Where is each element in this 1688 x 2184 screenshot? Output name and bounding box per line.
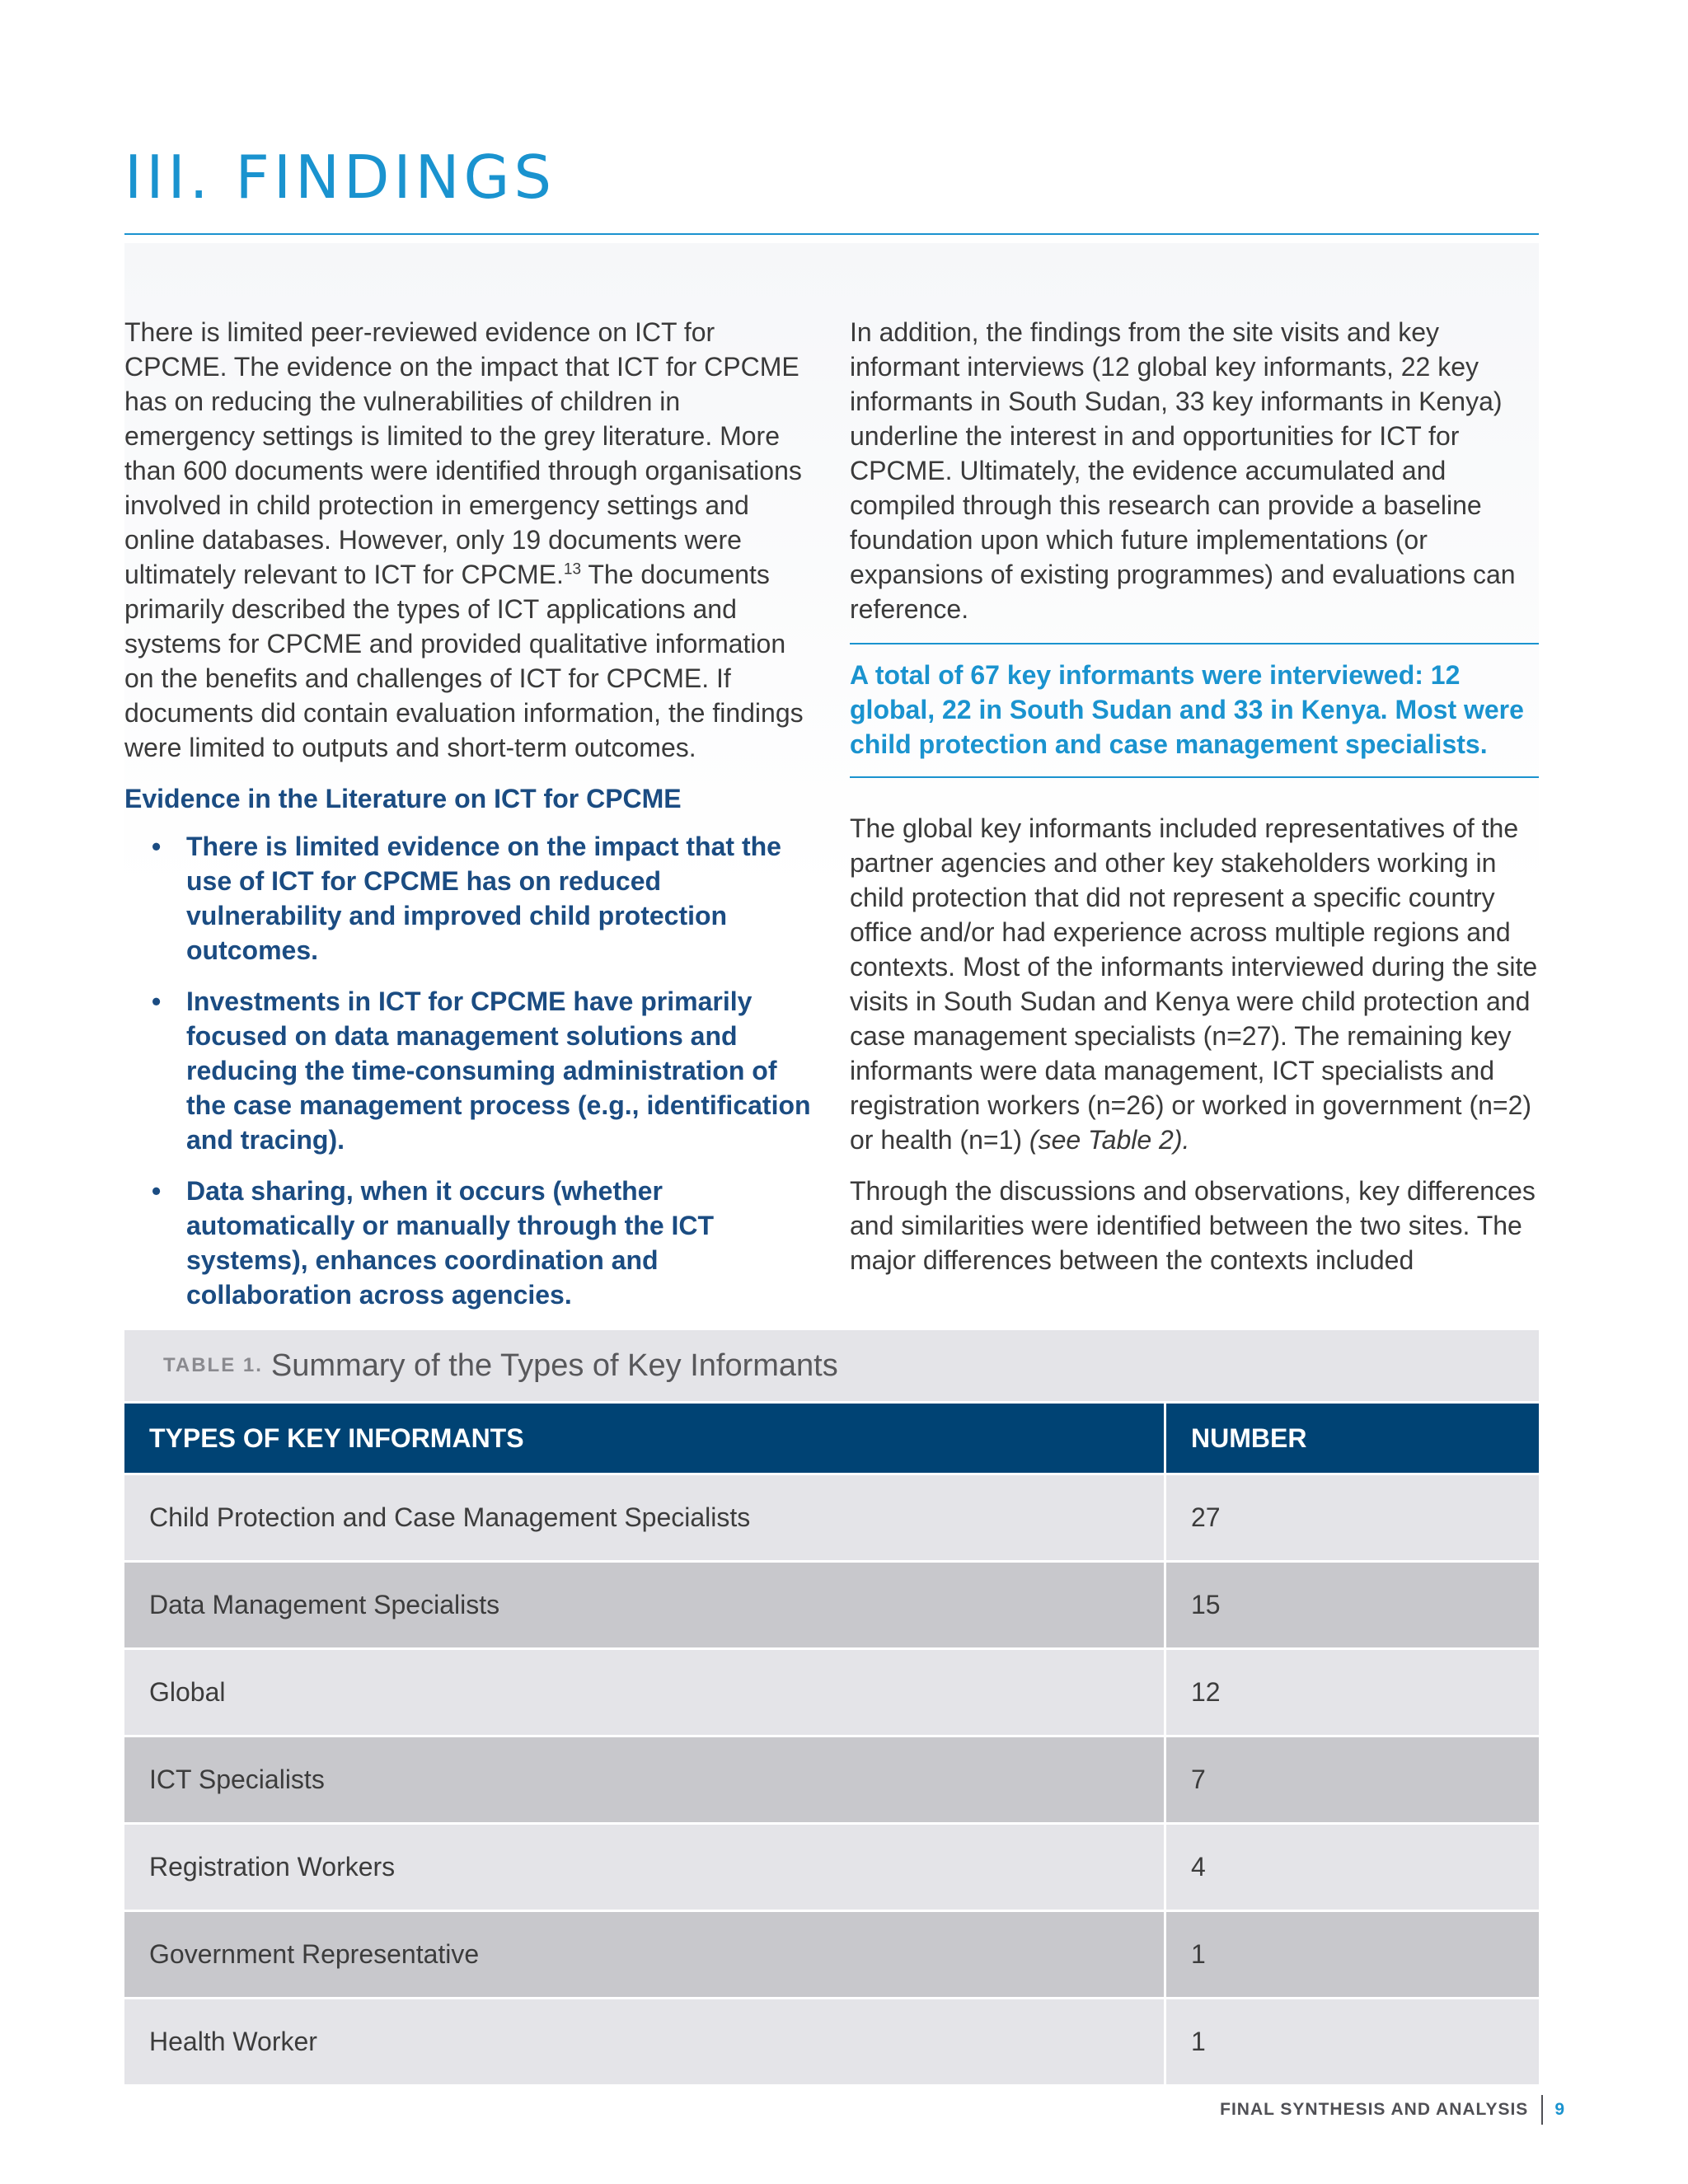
column-header-types: TYPES OF KEY INFORMANTS [124,1401,1166,1473]
informant-type-cell: Global [124,1647,1166,1735]
table-caption [124,1330,1539,1401]
list-item-text: There is limited evidence on the impact that the use of ICT for CPCME has on reduced vulnerability and improved child protection outcomes. [186,832,781,965]
intro-text: There is limited peer-reviewed evidence on ICT for CPCME. The evidence on the impact that ICT for CPCME has on reducing the vulnerabilities of children in emergency settings is limited to the grey literature. More than 600 documents were identified through organisations involved in child protection in emergency settings and online databases. However, only 19 documents were ultimately relevant to ICT for CPCME. [124,317,802,589]
informant-type-cell: ICT Specialists [124,1735,1166,1822]
footer-report-title: FINAL SYNTHESIS AND ANALYSIS [1220,2100,1529,2119]
table-row [124,1473,1539,1560]
page-title: III. FINDINGS [124,143,556,212]
left-column [124,315,815,1329]
table-caption-label: TABLE 1. [163,1354,263,1376]
table-row [124,1822,1539,1910]
bullet-icon: • [152,987,162,1016]
table-row [124,1997,1539,2084]
table-row [124,1647,1539,1735]
global-informants-paragraph [850,811,1539,1157]
footer-divider [1541,2095,1543,2125]
page-number: 9 [1554,2100,1564,2119]
site-visits-paragraph: In addition, the findings from the site visits and key informant interviews (12 global key informants, 22 key informants in South Sudan, 33 key informants in Kenya) underline the interest in and opportunities for ICT for CPCME. Ultimately, the evidence accumulated and compiled through this research can provide a baseline foundation upon which future implementations (or expansions of existing programmes) and evaluations can reference. [850,317,1516,624]
findings-list [124,829,815,1312]
pull-quote-callout: A total of 67 key informants were interviewed: 12 global, 22 in South Sudan and 33 in Kenya. Most were child protection and case management specialists. [850,643,1539,778]
page-footer [1220,2095,1564,2125]
list-item-text: Investments in ICT for CPCME have primarily focused on data management solutions and reducing the time-consuming administration of the case management process (e.g., identification and tracing). [186,987,811,1155]
bullet-icon: • [152,1176,162,1206]
right-column [850,315,1539,1294]
list-item [124,1174,815,1312]
bullet-icon: • [152,832,162,861]
informant-number-cell: 27 [1166,1473,1539,1560]
literature-subheading: Evidence in the Literature on ICT for CPCME [124,784,682,813]
global-informants-text: The global key informants included representatives of the partner agencies and other key stakeholders working in child protection that did not represent a specific country office and/or had experience across multiple regions and contexts. Most of the informants interviewed during the site visits in South Sudan and Kenya were child protection and case management specialists (n=27). The remaining key informants were data management, ICT specialists and registration workers (n=26) or worked in government (n=2) or health (n=1) [850,813,1538,1155]
list-item [124,829,815,968]
informant-type-cell: Health Worker [124,1997,1166,2084]
table-row [124,1910,1539,1997]
differences-paragraph: Through the discussions and observations, key differences and similarities were identified between the two sites. The major differences between the contexts included [850,1176,1536,1275]
table-header-row [124,1401,1539,1473]
informant-number-cell: 12 [1166,1647,1539,1735]
informant-number-cell: 1 [1166,1997,1539,2084]
informant-number-cell: 7 [1166,1735,1539,1822]
informant-number-cell: 4 [1166,1822,1539,1910]
list-item [124,984,815,1157]
column-header-number: NUMBER [1166,1401,1539,1473]
informant-type-cell: Government Representative [124,1910,1166,1997]
informant-number-cell: 15 [1166,1560,1539,1647]
table-caption-title: Summary of the Types of Key Informants [270,1347,838,1383]
informant-type-cell: Data Management Specialists [124,1560,1166,1647]
footnote-reference[interactable]: 13 [563,560,582,579]
informant-number-cell: 1 [1166,1910,1539,1997]
key-informants-table [124,1330,1539,2084]
table-row [124,1560,1539,1647]
table-reference: (see Table 2). [1029,1125,1190,1155]
title-divider [124,233,1539,235]
intro-paragraph [124,315,815,765]
informant-type-cell: Registration Workers [124,1822,1166,1910]
list-item-text: Data sharing, when it occurs (whether automatically or manually through the ICT systems), enhances coordination and collaboration across agencies. [186,1176,715,1310]
intro-text-continued: The documents primarily described the types of ICT applications and systems for CPCME and provided qualitative information on the benefits and challenges of ICT for CPCME. If documents did contain evaluation information, the findings were limited to outputs and short-term outcomes. [124,560,804,762]
table-row [124,1735,1539,1822]
informant-type-cell: Child Protection and Case Management Specialists [124,1473,1166,1560]
